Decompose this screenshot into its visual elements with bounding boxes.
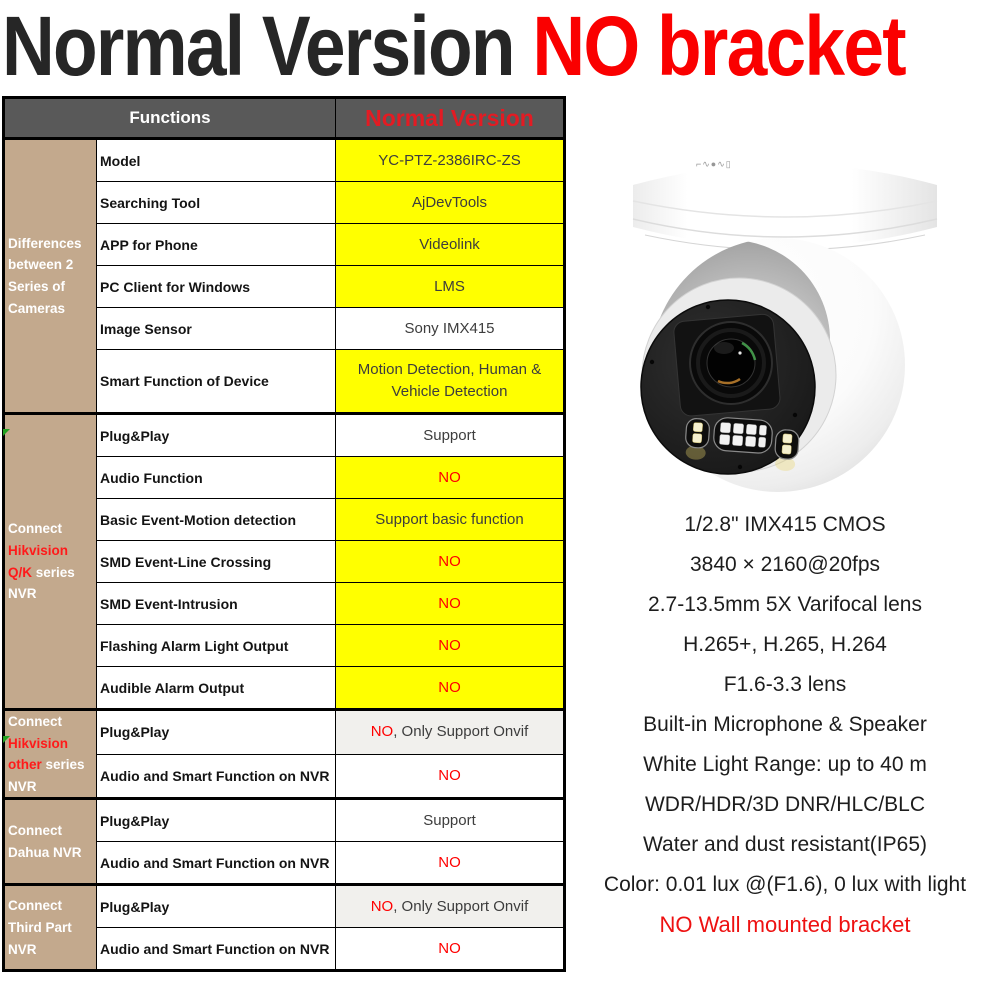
spec-line: Color: 0.01 lux @(F1.6), 0 lux with light <box>603 873 967 896</box>
spec-line: 1/2.8" IMX415 CMOS <box>684 513 886 536</box>
value-cell <box>336 667 565 710</box>
table-row <box>4 799 565 842</box>
header-normal-version: Normal Version <box>336 98 565 139</box>
spec-line: 2.7-13.5mm 5X Varifocal lens <box>648 593 922 616</box>
value-cell <box>336 541 565 583</box>
camera-lens-face <box>641 300 815 474</box>
function-cell: Audio and Smart Function on NVR <box>97 754 336 799</box>
face-screw <box>706 305 710 309</box>
value-cell <box>336 885 565 928</box>
spec-line: F1.6-3.3 lens <box>723 673 847 696</box>
value-cell <box>336 182 565 224</box>
spec-line: White Light Range: up to 40 m <box>643 753 927 776</box>
excel-corner-artifact <box>3 736 10 743</box>
text-part: NO <box>438 854 461 871</box>
value-cell <box>336 266 565 308</box>
spec-no-bracket: NO Wall mounted bracket <box>659 912 911 937</box>
value-cell <box>336 754 565 799</box>
function-cell: Audible Alarm Output <box>97 667 336 710</box>
table-row <box>4 710 565 755</box>
function-cell: Image Sensor <box>97 308 336 350</box>
function-cell: Flashing Alarm Light Output <box>97 625 336 667</box>
text-part: series NVR <box>8 757 85 794</box>
face-screw <box>650 360 654 364</box>
base-markings: ⌐∿●∿▯ <box>696 159 732 169</box>
spec-line: H.265+, H.265, H.264 <box>683 633 887 656</box>
function-cell: APP for Phone <box>97 224 336 266</box>
text-part: Support basic function <box>375 510 524 528</box>
group-label-cell <box>4 139 97 414</box>
text-part: NO <box>438 678 461 696</box>
function-cell: Audio and Smart Function on NVR <box>97 842 336 885</box>
value-cell <box>336 625 565 667</box>
function-cell: Plug&Play <box>97 710 336 755</box>
text-part: Differences between 2 Series of Cameras <box>8 235 82 316</box>
text-part: Motion Detection, Human & Vehicle Detection <box>357 361 542 400</box>
function-cell: Searching Tool <box>97 182 336 224</box>
text-part: Sony IMX415 <box>404 319 495 337</box>
function-cell: Audio Function <box>97 457 336 499</box>
value-cell <box>336 457 565 499</box>
function-cell: SMD Event-Intrusion <box>97 583 336 625</box>
text-part: NO <box>438 767 461 785</box>
text-part: Videolink <box>419 235 480 253</box>
value-cell <box>336 499 565 541</box>
spec-line: WDR/HDR/3D DNR/HLC/BLC <box>644 793 926 816</box>
spec-list <box>572 505 998 945</box>
excel-corner-artifact <box>3 429 10 436</box>
value-cell <box>336 799 565 842</box>
text-part: , Only Support Onvif <box>393 723 529 741</box>
value-cell <box>336 224 565 266</box>
text-part: , Only Support Onvif <box>393 898 529 915</box>
function-cell: Smart Function of Device <box>97 350 336 414</box>
value-cell <box>336 350 565 414</box>
text-part: LMS <box>434 277 465 295</box>
text-part: Support <box>423 426 476 444</box>
function-cell: Model <box>97 139 336 182</box>
title-no-bracket: NO bracket <box>532 0 905 93</box>
comparison-table <box>2 96 566 972</box>
text-part: Support <box>423 812 476 829</box>
group-label-cell <box>4 885 97 971</box>
page-title <box>2 0 905 93</box>
face-screw <box>738 465 742 469</box>
text-part: YC-PTZ-2386IRC-ZS <box>378 151 521 169</box>
function-cell: PC Client for Windows <box>97 266 336 308</box>
text-part: Connect Third Part NVR <box>8 898 72 957</box>
table-header-row <box>4 98 565 139</box>
header-functions: Functions <box>4 98 336 139</box>
value-cell <box>336 308 565 350</box>
function-cell: Plug&Play <box>97 414 336 457</box>
text-part: NO <box>438 636 461 654</box>
table-row <box>4 139 565 182</box>
text-part: Connect <box>8 521 62 537</box>
value-cell <box>336 710 565 755</box>
text-part: Hikvision <box>8 735 69 751</box>
comparison-table-body <box>4 98 565 971</box>
text-part: NO <box>438 594 461 612</box>
group-label-cell <box>4 799 97 885</box>
table-row <box>4 885 565 928</box>
value-cell <box>336 928 565 971</box>
title-normal-version: Normal Version <box>2 0 533 93</box>
spec-line: Water and dust resistant(IP65) <box>642 833 927 856</box>
face-screw <box>793 413 797 417</box>
text-part: Hikvision Q/K <box>8 542 69 580</box>
function-cell: SMD Event-Line Crossing <box>97 541 336 583</box>
function-cell: Plug&Play <box>97 799 336 842</box>
group-label-cell <box>4 414 97 710</box>
camera-base <box>633 159 937 250</box>
value-cell <box>336 583 565 625</box>
text-part: Connect <box>8 714 62 729</box>
text-part: AjDevTools <box>411 193 488 211</box>
spec-line: Built-in Microphone & Speaker <box>643 713 927 736</box>
text-part: NO <box>438 552 461 570</box>
function-cell: Basic Event-Motion detection <box>97 499 336 541</box>
value-cell <box>336 842 565 885</box>
camera-illustration <box>590 115 1000 515</box>
table-row <box>4 414 565 457</box>
group-label-cell <box>4 710 97 799</box>
function-cell: Audio and Smart Function on NVR <box>97 928 336 971</box>
text-part: NO <box>370 723 394 741</box>
camera-product-image <box>590 115 1000 515</box>
spec-line: 3840 × 2160@20fps <box>689 553 881 576</box>
text-part: series NVR <box>8 564 75 602</box>
text-part: NO <box>438 940 461 957</box>
text-part: NO <box>370 898 394 915</box>
function-cell: Plug&Play <box>97 885 336 928</box>
value-cell <box>336 139 565 182</box>
text-part: Connect Dahua NVR <box>8 823 82 860</box>
text-part: NO <box>438 468 461 486</box>
text-part: other <box>8 757 42 773</box>
value-cell <box>336 414 565 457</box>
